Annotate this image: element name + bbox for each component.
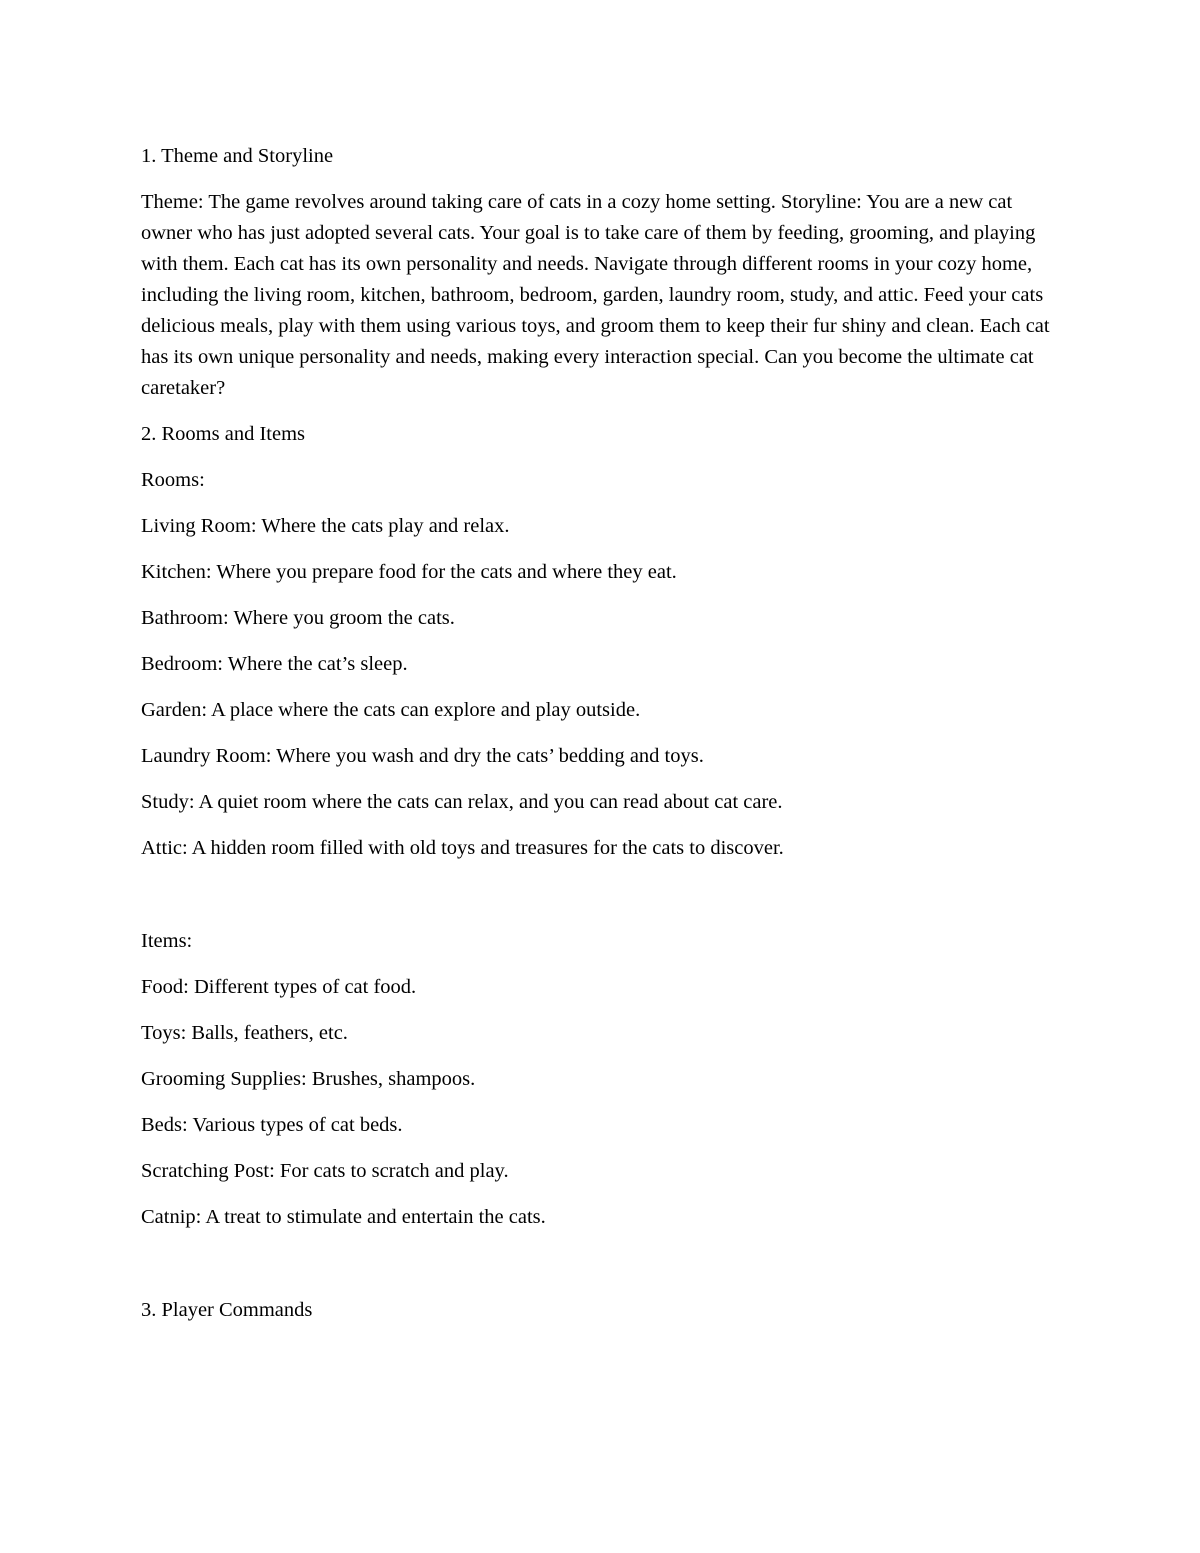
room-entry-bedroom: Bedroom: Where the cat’s sleep. bbox=[141, 653, 408, 675]
document-page bbox=[141, 141, 1061, 1341]
item-entry-catnip: Catnip: A treat to stimulate and entertain the cats. bbox=[141, 1206, 546, 1228]
section-heading-theme: 1. Theme and Storyline bbox=[141, 145, 334, 167]
item-entry-scratching-post: Scratching Post: For cats to scratch and play. bbox=[141, 1160, 509, 1182]
room-entry-garden: Garden: A place where the cats can explore and play outside. bbox=[141, 699, 641, 721]
room-entry-living-room: Living Room: Where the cats play and relax. bbox=[141, 515, 510, 537]
rooms-label: Rooms: bbox=[141, 469, 205, 491]
item-entry-beds: Beds: Various types of cat beds. bbox=[141, 1114, 403, 1136]
room-entry-study: Study: A quiet room where the cats can relax, and you can read about cat care. bbox=[141, 791, 783, 813]
item-entry-food: Food: Different types of cat food. bbox=[141, 976, 417, 998]
room-entry-kitchen: Kitchen: Where you prepare food for the cats and where they eat. bbox=[141, 561, 677, 583]
blank-line bbox=[141, 1248, 1061, 1295]
item-entry-grooming-supplies: Grooming Supplies: Brushes, shampoos. bbox=[141, 1068, 476, 1090]
section-heading-rooms-items: 2. Rooms and Items bbox=[141, 423, 305, 445]
theme-storyline-paragraph: Theme: The game revolves around taking care of cats in a cozy home setting. Storyline: You are a new cat owner who has just adopted several cats. Your goal is to take care of them by feeding, grooming, and playing with them. Each cat has its own personality and needs. Navigate through different rooms in your cozy home, including the living room, kitchen, bathroom, bedroom, garden, laundry room, study, and attic. Feed your cats delicious meals, play with them using various toys, and groom them to keep their fur shiny and clean. Each cat has its own unique personality and needs, making every interaction special. Can you become the ultimate cat caretaker? bbox=[141, 191, 1050, 399]
room-entry-attic: Attic: A hidden room filled with old toys and treasures for the cats to discover. bbox=[141, 837, 784, 859]
room-entry-laundry-room: Laundry Room: Where you wash and dry the cats’ bedding and toys. bbox=[141, 745, 704, 767]
items-label: Items: bbox=[141, 930, 193, 952]
blank-line bbox=[141, 879, 1061, 926]
room-entry-bathroom: Bathroom: Where you groom the cats. bbox=[141, 607, 455, 629]
item-entry-toys: Toys: Balls, feathers, etc. bbox=[141, 1022, 348, 1044]
section-heading-player-commands: 3. Player Commands bbox=[141, 1299, 313, 1321]
